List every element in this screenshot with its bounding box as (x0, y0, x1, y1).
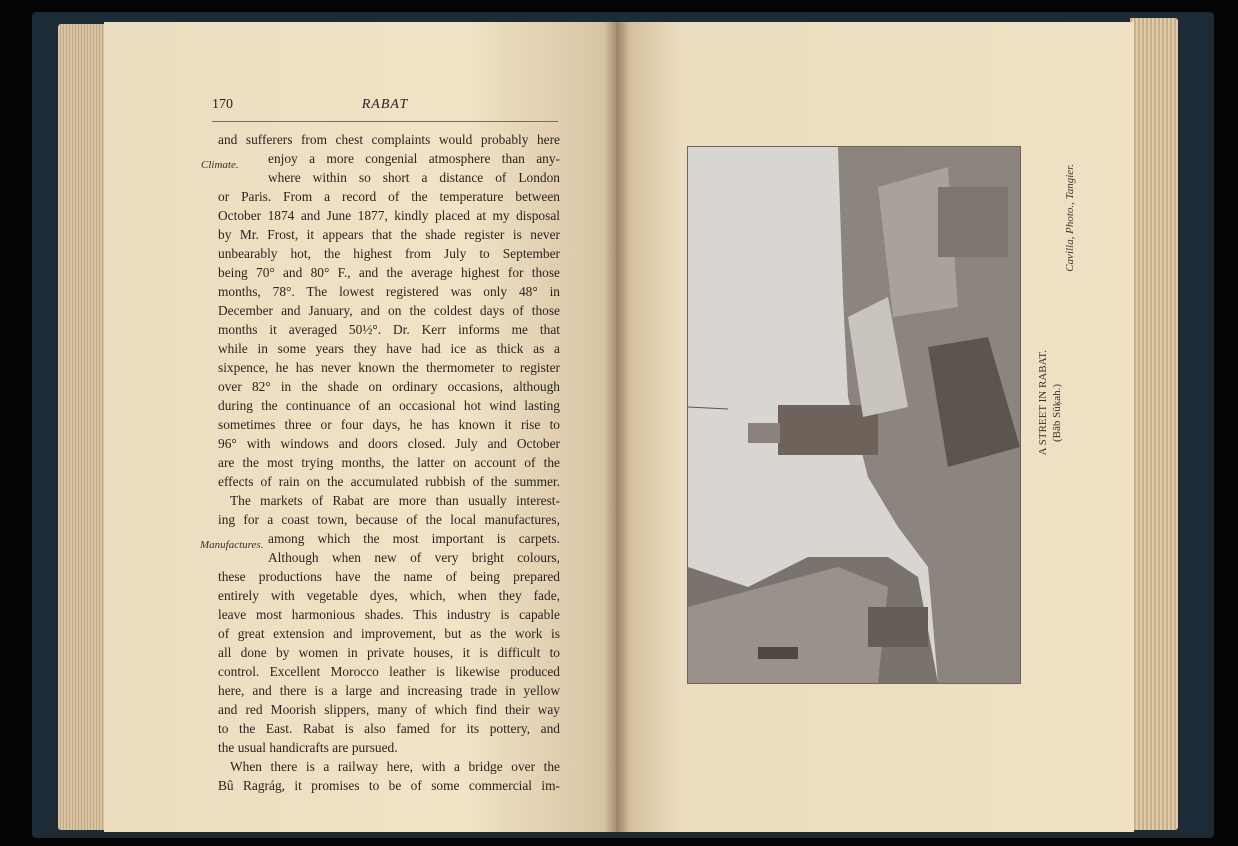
text-line: December and January, and on the coldest days of those (218, 303, 560, 318)
text-line: sometimes three or four days, he has known it rise to (218, 417, 560, 432)
text-line: during the continuance of an occasional hot wind lasting (218, 398, 560, 413)
text-line: among which the most important is carpets. (268, 531, 560, 546)
text-line: all done by women in private houses, it is difficult to (218, 645, 560, 660)
body-text (218, 130, 560, 795)
text-line: leave most harmonious shades. This industry is capable (218, 607, 560, 622)
left-page-edges (58, 24, 110, 830)
text-line: Although when new of very bright colours, (268, 550, 560, 565)
running-title: RABAT (361, 97, 409, 112)
text-line: Bû Ragrág, it promises to be of some commercial im- (218, 778, 560, 793)
text-line: are the most trying months, the latter on account of the (218, 455, 560, 470)
photo-caption-title: A STREET IN RABAT. (1037, 350, 1049, 456)
text-line: sixpence, he has never known the thermometer to register (218, 360, 560, 375)
text-line: enjoy a more congenial atmosphere than any- (268, 151, 560, 166)
text-line: of great extension and improvement, but as the work is (218, 626, 560, 641)
text-line: 96° with windows and doors closed. July and October (218, 436, 560, 451)
text-line: and sufferers from chest complaints would probably here (218, 132, 560, 147)
street-photo-illustration (688, 147, 1020, 683)
text-line: October 1874 and June 1877, kindly placed at my disposal (218, 208, 560, 223)
photo-caption-subtitle: (Bâb Sûḳah.) (1051, 384, 1063, 443)
header-rule (212, 121, 558, 122)
street-photograph (687, 146, 1021, 684)
text-line: control. Excellent Morocco leather is likewise produced (218, 664, 560, 679)
text-line: being 70° and 80° F., and the average highest for those (218, 265, 560, 280)
text-line: or Paris. From a record of the temperature between (218, 189, 560, 204)
photo-credit: Cavilla, Photo., Tangier. (1064, 164, 1076, 272)
text-line: effects of rain on the accumulated rubbish of the summer. (218, 474, 560, 489)
text-line: while in some years they have had ice as thick as a (218, 341, 560, 356)
text-line: the usual handicrafts are pursued. (218, 740, 398, 755)
text-line: here, and there is a large and increasing trade in yellow (218, 683, 560, 698)
text-line: unbearably hot, the highest from July to September (218, 246, 560, 261)
page-number: 170 (212, 97, 233, 112)
text-line: The markets of Rabat are more than usually interest- (230, 493, 560, 508)
book-gutter (604, 22, 630, 832)
text-line: these productions have the name of being prepared (218, 569, 560, 584)
text-line: months, 78°. The lowest registered was only 48° in (218, 284, 560, 299)
text-line: where within so short a distance of London (268, 170, 560, 185)
text-line: ing for a coast town, because of the local manufactures, (218, 512, 560, 527)
text-line: by Mr. Frost, it appears that the shade register is never (218, 227, 560, 242)
text-line: to the East. Rabat is also famed for its pottery, and (218, 721, 560, 736)
right-page-edges (1130, 18, 1178, 830)
text-line: entirely with vegetable dyes, which, when they fade, (218, 588, 560, 603)
text-line: and red Moorish slippers, many of which find their way (218, 702, 560, 717)
margin-note-manufactures: Manufactures. (200, 539, 264, 551)
text-line: months it averaged 50½°. Dr. Kerr informs me that (218, 322, 560, 337)
text-line: over 82° in the shade on ordinary occasions, although (218, 379, 560, 394)
text-line: When there is a railway here, with a bridge over the (230, 759, 560, 774)
margin-note-climate: Climate. (201, 159, 239, 171)
